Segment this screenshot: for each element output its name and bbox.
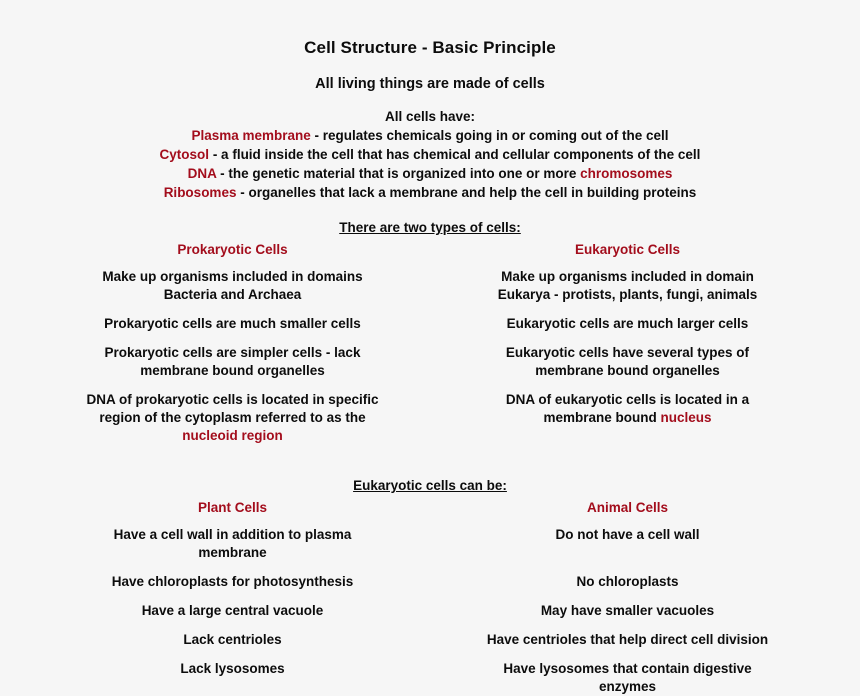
table-row <box>35 562 825 591</box>
column-header-prokaryotic: Prokaryotic Cells <box>177 242 288 257</box>
cell-text: Eukaryotic cells have several types of membrane bound organelles <box>505 345 750 378</box>
table-row <box>35 649 825 696</box>
cell-eukaryotic <box>430 333 825 380</box>
cell-text: Make up organisms included in domain Eukarya - protists, plants, fungi, animals <box>497 269 758 302</box>
column-header-eukaryotic: Eukaryotic Cells <box>574 242 681 257</box>
term-plasma-membrane-desc: - regulates chemicals going in or coming out of the cell <box>310 128 669 143</box>
cell-text: No chloroplasts <box>576 574 679 589</box>
term-nucleus: nucleus <box>660 410 712 425</box>
cell-animal <box>430 591 825 620</box>
slide-page <box>0 38 860 694</box>
term-nucleoid-region: nucleoid region <box>182 428 283 443</box>
eukaryotic-types-heading: Eukaryotic cells can be: <box>353 478 507 493</box>
table-row <box>35 261 825 304</box>
cell-animal <box>430 519 825 562</box>
cell-eukaryotic <box>430 304 825 333</box>
cell-text: May have smaller vacuoles <box>540 603 715 618</box>
cell-text-main: DNA of prokaryotic cells is located in specific region of the cytoplasm referred to as the <box>86 392 379 425</box>
page-subtitle: All living things are made of cells <box>315 76 545 92</box>
cell-text: Do not have a cell wall <box>555 527 700 542</box>
all-cells-item <box>0 183 860 202</box>
cell-eukaryotic <box>430 380 825 445</box>
cell-plant <box>35 591 430 620</box>
all-cells-item <box>0 126 860 145</box>
table-row <box>35 620 825 649</box>
all-cells-heading: All cells have: <box>384 109 476 124</box>
cell-plant <box>35 562 430 591</box>
cell-plant <box>35 649 430 696</box>
cell-text: Have chloroplasts for photosynthesis <box>111 574 354 589</box>
column-header-animal: Animal Cells <box>586 500 669 515</box>
term-cytosol-desc: - a fluid inside the cell that has chemical and cellular components of the cell <box>209 147 701 162</box>
cell-animal <box>430 620 825 649</box>
cell-text: Have a large central vacuole <box>141 603 324 618</box>
term-ribosomes: Ribosomes <box>163 185 237 200</box>
two-types-table <box>35 237 825 445</box>
cell-text: Have centrioles that help direct cell division <box>486 632 769 647</box>
term-chromosomes: chromosomes <box>580 166 673 181</box>
cell-text: Eukaryotic cells are much larger cells <box>506 316 749 331</box>
cell-text: Make up organisms included in domains Bacteria and Archaea <box>102 269 363 302</box>
table-row <box>35 591 825 620</box>
all-cells-item <box>0 145 860 164</box>
cell-text: Have lysosomes that contain digestive enzymes <box>503 661 752 694</box>
cell-plant <box>35 620 430 649</box>
cell-eukaryotic <box>430 261 825 304</box>
term-dna: DNA <box>187 166 217 181</box>
table-header-row <box>35 495 825 519</box>
cell-text <box>478 391 778 427</box>
eukaryotic-types-table <box>35 495 825 696</box>
table-row <box>35 333 825 380</box>
table-row <box>35 380 825 445</box>
table-header-row <box>35 237 825 261</box>
cell-animal <box>430 562 825 591</box>
term-plasma-membrane: Plasma membrane <box>191 128 311 143</box>
all-cells-section <box>0 107 860 202</box>
cell-text: Prokaryotic cells are much smaller cells <box>104 316 361 331</box>
cell-prokaryotic <box>35 304 430 333</box>
cell-prokaryotic <box>35 333 430 380</box>
term-cytosol: Cytosol <box>159 147 210 162</box>
all-cells-item <box>0 164 860 183</box>
term-dna-desc: - the genetic material that is organized into one or more <box>216 166 581 181</box>
cell-text: Lack lysosomes <box>180 661 285 676</box>
cell-prokaryotic <box>35 380 430 445</box>
term-ribosomes-desc: - organelles that lack a membrane and help the cell in building proteins <box>236 185 697 200</box>
table-row <box>35 304 825 333</box>
cell-text <box>83 391 383 445</box>
cell-prokaryotic <box>35 261 430 304</box>
cell-plant <box>35 519 430 562</box>
cell-text-main: DNA of eukaryotic cells is located in a membrane bound <box>505 392 750 425</box>
cell-text: Prokaryotic cells are simpler cells - lack membrane bound organelles <box>104 345 361 378</box>
column-header-plant: Plant Cells <box>197 500 268 515</box>
cell-text: Have a cell wall in addition to plasma membrane <box>113 527 352 560</box>
table-row <box>35 519 825 562</box>
cell-animal <box>430 649 825 696</box>
page-title: Cell Structure - Basic Principle <box>304 38 556 57</box>
cell-text: Lack centrioles <box>183 632 282 647</box>
two-types-heading: There are two types of cells: <box>339 220 521 235</box>
